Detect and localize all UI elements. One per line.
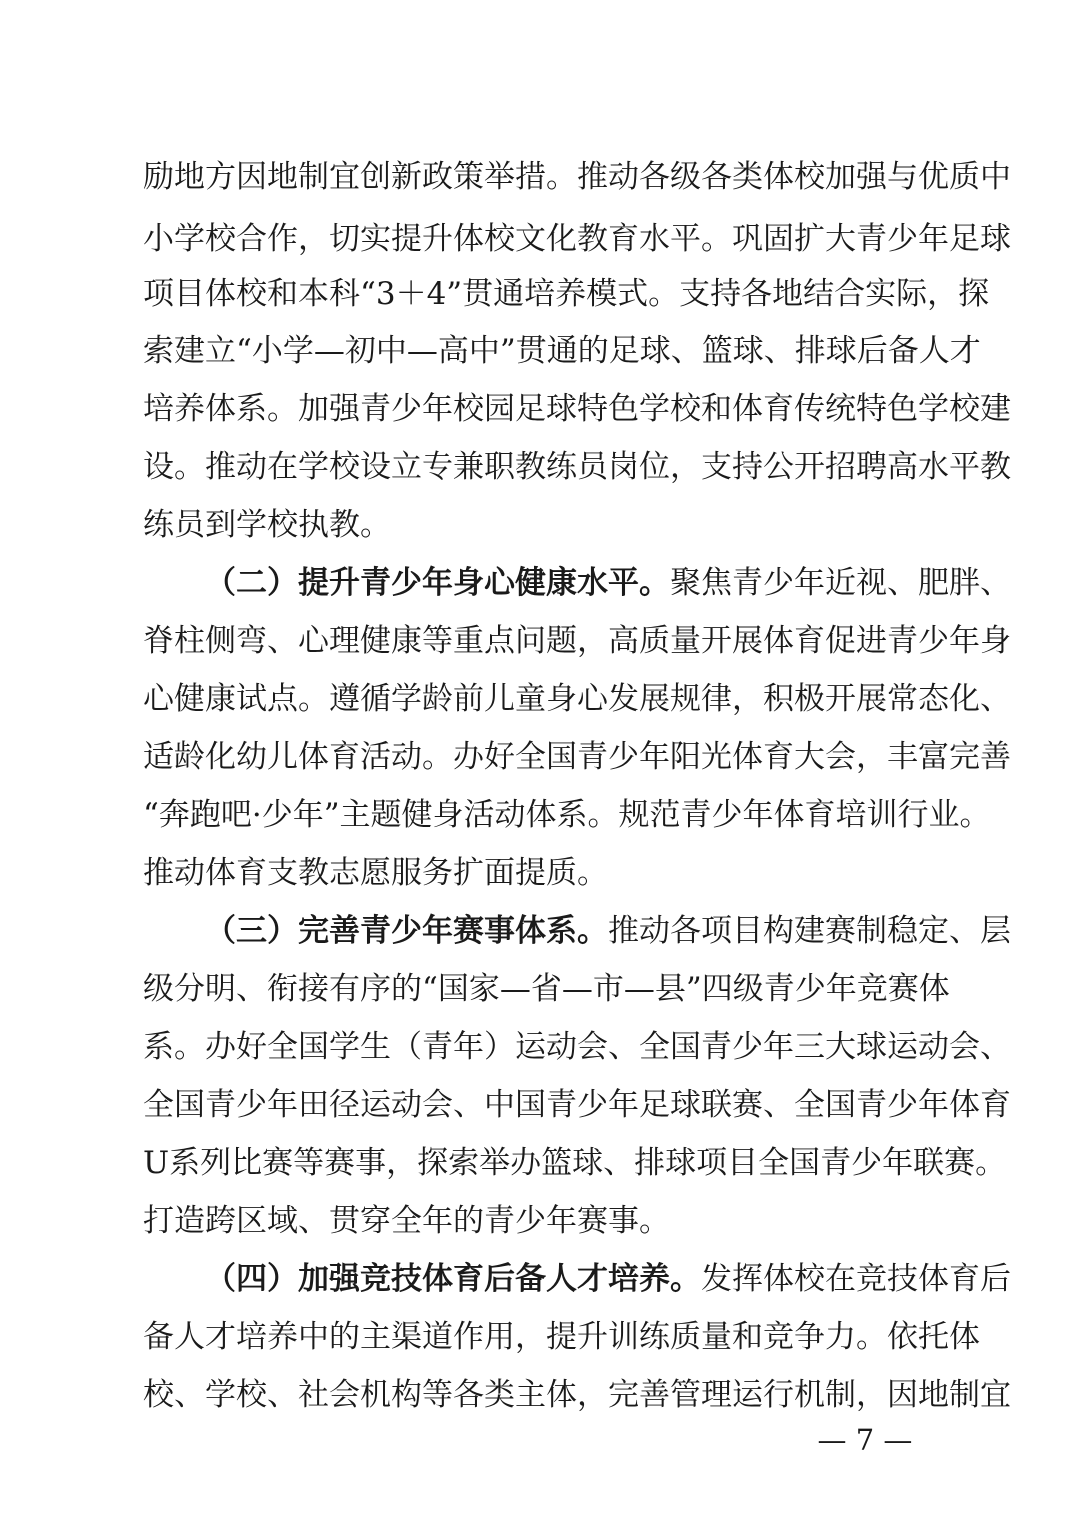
section-4-heading: （四）加强竞技体育后备人才培养。 bbox=[205, 1261, 701, 1297]
body-text-line: 备人才培养中的主渠道作用，提升训练质量和竞争力。依托体 bbox=[143, 1319, 980, 1355]
section-2-heading: （二）提升青少年身心健康水平。 bbox=[205, 565, 670, 601]
body-text-line: 脊柱侧弯、心理健康等重点问题，高质量开展体育促进青少年身 bbox=[143, 623, 1011, 659]
body-text-line: 项目体校和本科“3＋4”贯通培养模式。支持各地结合实际，探 bbox=[143, 276, 990, 312]
section-3-heading: （三）完善青少年赛事体系。 bbox=[205, 913, 608, 949]
section-2-text: 聚焦青少年近视、肥胖、 bbox=[670, 565, 1011, 601]
body-text-line: 设。推动在学校设立专兼职教练员岗位，支持公开招聘高水平教 bbox=[143, 449, 1011, 485]
body-text-line: 培养体系。加强青少年校园足球特色学校和体育传统特色学校建 bbox=[143, 391, 1011, 427]
section-3-text: 推动各项目构建赛制稳定、层 bbox=[608, 913, 1011, 949]
body-text-line: 小学校合作，切实提升体校文化教育水平。巩固扩大青少年足球 bbox=[143, 221, 1011, 257]
body-text-line: U系列比赛等赛事，探索举办篮球、排球项目全国青少年联赛。 bbox=[143, 1145, 1007, 1181]
body-text-line: 系。办好全国学生（青年）运动会、全国青少年三大球运动会、 bbox=[143, 1029, 1011, 1065]
body-text-line: 索建立“小学—初中—高中”贯通的足球、篮球、排球后备人才 bbox=[143, 333, 981, 369]
body-text-line: 校、学校、社会机构等各类主体，完善管理运行机制，因地制宜 bbox=[143, 1377, 1011, 1413]
body-text-line: 练员到学校执教。 bbox=[143, 507, 391, 543]
body-text-line: 励地方因地制宜创新政策举措。推动各级各类体校加强与优质中 bbox=[143, 159, 1011, 195]
body-text-line: 推动体育支教志愿服务扩面提质。 bbox=[143, 855, 608, 891]
section-4-text: 发挥体校在竞技体育后 bbox=[701, 1261, 1011, 1297]
page-number: — 7 — bbox=[817, 1423, 913, 1457]
body-text-line: 级分明、衔接有序的“国家—省—市—县”四级青少年竞赛体 bbox=[143, 971, 950, 1007]
body-text-line: 全国青少年田径运动会、中国青少年足球联赛、全国青少年体育 bbox=[143, 1087, 1011, 1123]
section-4-first-line bbox=[205, 1249, 1011, 1309]
section-2-first-line bbox=[205, 553, 1011, 613]
body-text-line: 适龄化幼儿体育活动。办好全国青少年阳光体育大会，丰富完善 bbox=[143, 739, 1011, 775]
body-text-line: 打造跨区域、贯穿全年的青少年赛事。 bbox=[143, 1203, 670, 1239]
section-3-first-line bbox=[205, 901, 1011, 961]
body-text-line: “奔跑吧·少年”主题健身活动体系。规范青少年体育培训行业。 bbox=[143, 797, 991, 833]
body-text-line: 心健康试点。遵循学龄前儿童身心发展规律，积极开展常态化、 bbox=[143, 681, 1011, 717]
